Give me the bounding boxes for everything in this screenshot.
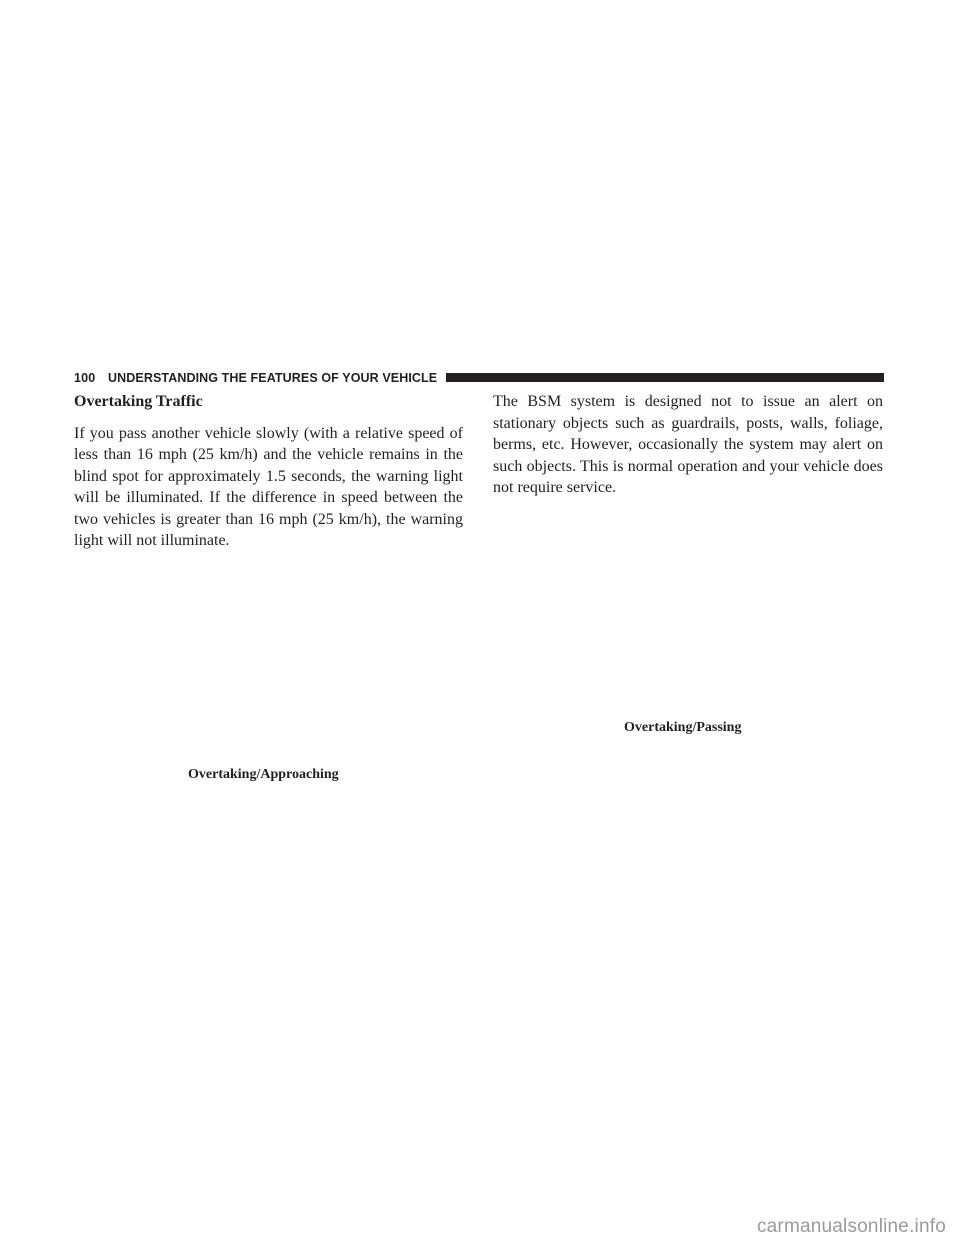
figure-caption-approaching: Overtaking/Approaching bbox=[188, 767, 339, 782]
section-title: UNDERSTANDING THE FEATURES OF YOUR VEHICLE bbox=[108, 371, 438, 385]
watermark[interactable]: carmanualsonline.info bbox=[756, 1216, 946, 1237]
page-header bbox=[74, 369, 884, 387]
section-heading: Overtaking Traffic bbox=[74, 393, 203, 410]
page-number: 100 bbox=[74, 371, 96, 385]
bsm-paragraph: The BSM system is designed not to issue an alert on stationary objects such as guardrails, posts, walls, foliage, berms, etc. However, occasionally the system may alert on such objects. This is normal operation and your vehicle does not require service. bbox=[493, 393, 883, 496]
right-column bbox=[493, 391, 883, 499]
figure-caption-passing: Overtaking/Passing bbox=[624, 720, 742, 735]
overtaking-paragraph: If you pass another vehicle slowly (with a relative speed of less than 16 mph (25 km/h) and the vehicle remains in the blind spot for approximately 1.5 seconds, the warning light will be illuminated. If the difference in speed between the two vehicles is greater than 16 mph (25 km/h), the warning light will not illuminate. bbox=[74, 424, 463, 549]
left-column bbox=[74, 391, 463, 552]
header-rule bbox=[446, 373, 884, 382]
